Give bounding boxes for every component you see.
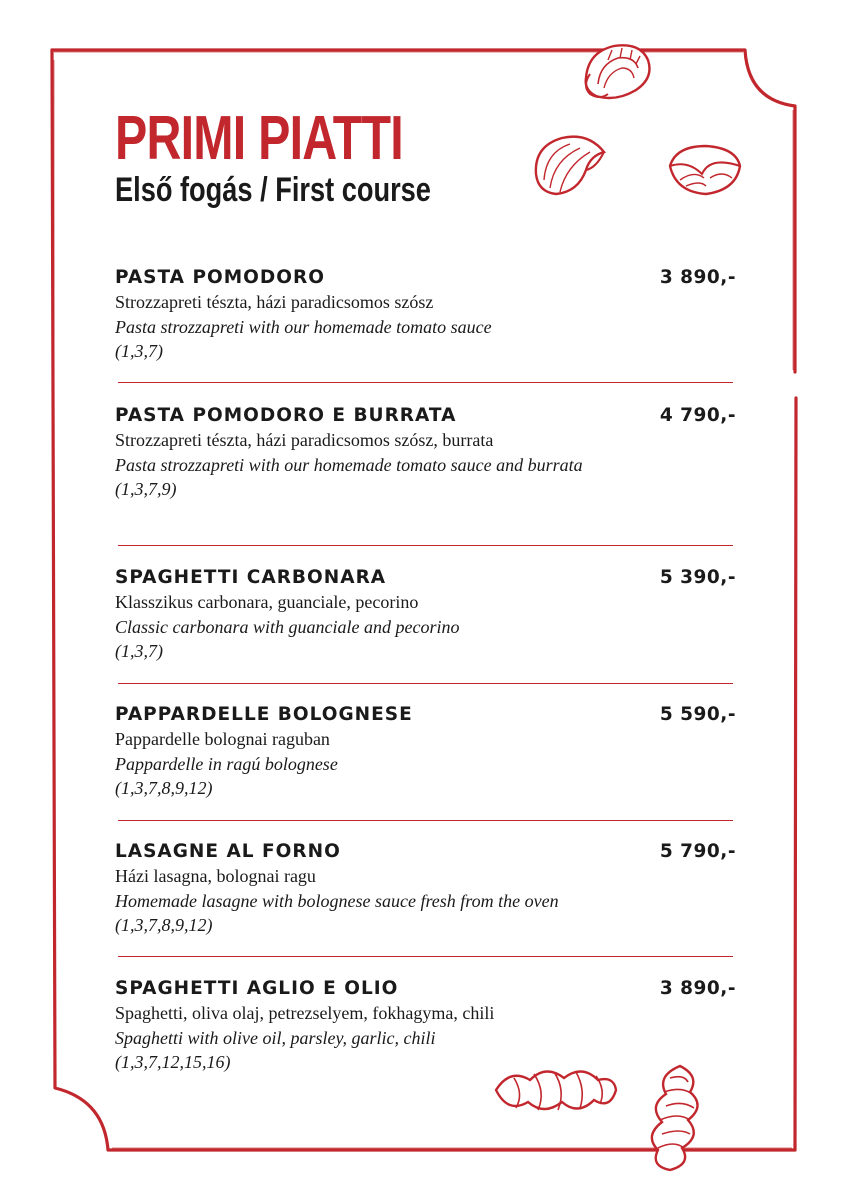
- item-name: SPAGHETTI CARBONARA: [115, 567, 387, 588]
- menu-item: [115, 566, 740, 664]
- item-description-en: Pasta strozzapreti with our homemade tomato sauce: [115, 316, 492, 337]
- page-title: PRIMI PIATTI: [115, 104, 403, 173]
- item-allergens: (1,3,7,12,15,16): [115, 1052, 231, 1072]
- page-subtitle: Első fogás / First course: [115, 171, 431, 209]
- item-name: PAPPARDELLE BOLOGNESE: [115, 704, 413, 725]
- menu-item: [115, 840, 740, 938]
- item-price: 5 590,-: [659, 704, 736, 725]
- item-name: PASTA POMODORO: [115, 267, 325, 288]
- item-description-hu: Pappardelle bolognai raguban: [115, 729, 330, 749]
- item-name: LASAGNE AL FORNO: [115, 841, 341, 862]
- item-description-en: Homemade lasagne with bolognese sauce fresh from the oven: [115, 890, 559, 911]
- conchiglie-pasta-icon: [666, 140, 744, 200]
- item-description-hu: Klasszikus carbonara, guanciale, pecorino: [115, 592, 419, 612]
- item-description-hu: Strozzapreti tészta, házi paradicsomos szósz, burrata: [115, 430, 494, 450]
- item-description-en: Pasta strozzapreti with our homemade tomato sauce and burrata: [115, 454, 583, 475]
- item-description-en: Pappardelle in ragú bolognese: [115, 753, 338, 774]
- item-allergens: (1,3,7,9): [115, 479, 177, 499]
- item-name: PASTA POMODORO E BURRATA: [115, 405, 457, 426]
- menu-item: [115, 977, 740, 1075]
- menu-item: [115, 703, 740, 801]
- item-description-hu: Házi lasagna, bolognai ragu: [115, 866, 316, 886]
- item-name: SPAGHETTI AGLIO E OLIO: [115, 978, 399, 999]
- item-allergens: (1,3,7): [115, 341, 163, 361]
- item-divider: [118, 382, 733, 383]
- item-description-en: Classic carbonara with guanciale and pecorino: [115, 616, 460, 637]
- item-price: 5 390,-: [659, 567, 736, 588]
- menu-item: [115, 266, 740, 364]
- item-divider: [118, 956, 733, 957]
- item-price: 5 790,-: [659, 841, 736, 862]
- fusilli-pasta-icon: [640, 1062, 710, 1174]
- item-description-en: Spaghetti with olive oil, parsley, garlic, chili: [115, 1027, 436, 1048]
- item-description-hu: Strozzapreti tészta, házi paradicsomos szósz: [115, 292, 434, 312]
- item-price: 4 790,-: [659, 405, 736, 426]
- orecchiette-pasta-icon: [578, 38, 656, 106]
- item-allergens: (1,3,7,8,9,12): [115, 915, 213, 935]
- item-divider: [118, 683, 733, 684]
- item-allergens: (1,3,7): [115, 641, 163, 661]
- item-price: 3 890,-: [659, 267, 736, 288]
- item-divider: [118, 545, 733, 546]
- menu-item: [115, 404, 740, 502]
- item-allergens: (1,3,7,8,9,12): [115, 778, 213, 798]
- item-price: 3 890,-: [659, 978, 736, 999]
- item-description-hu: Spaghetti, oliva olaj, petrezselyem, fokhagyma, chili: [115, 1003, 495, 1023]
- item-divider: [118, 820, 733, 821]
- conchiglie-pasta-icon: [530, 130, 610, 202]
